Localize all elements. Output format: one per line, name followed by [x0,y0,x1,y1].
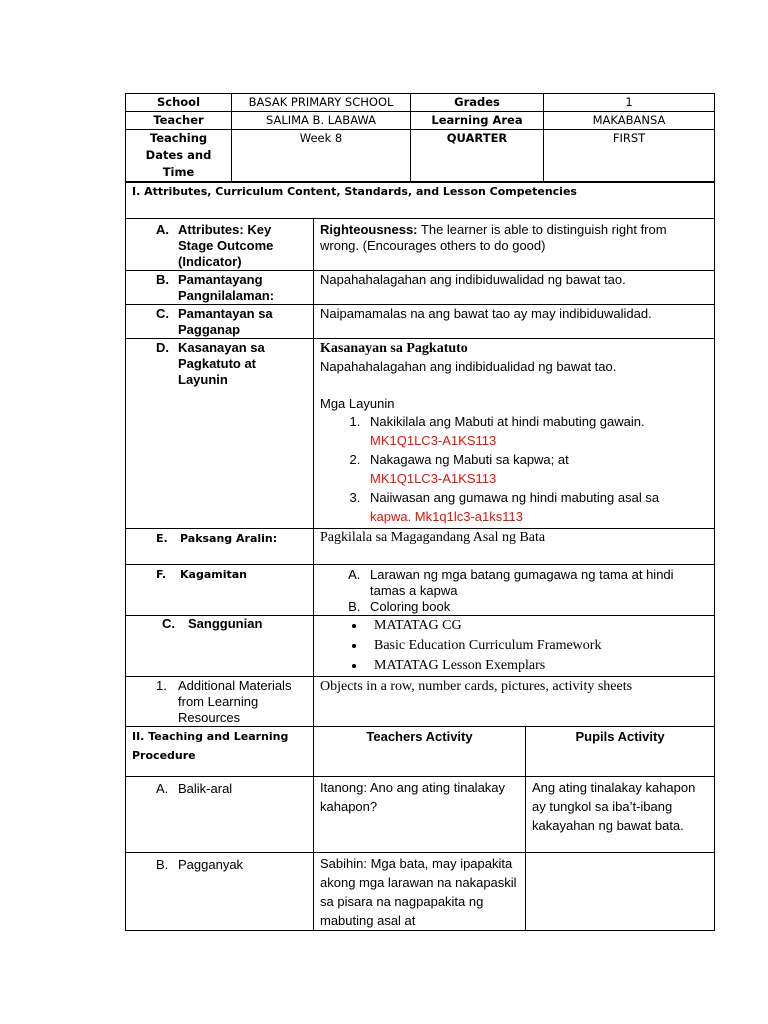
objectives-list [320,412,708,526]
objective-code: kapwa. Mk1q1lc3-a1ks113 [370,509,523,524]
pagganyak-pupil [526,853,715,931]
pagganyak-marker: B. [156,857,169,872]
balik-aral-pupil: Ang ating tinalakay kahapon ay tungkol sa iba’t-ibang kakayahan ng bawat bata. [526,777,715,853]
material-item: B. Coloring book [364,599,708,615]
row-h-value: Objects in a row, number cards, pictures, activity sheets [314,677,715,727]
pagganyak-label-cell [126,853,314,931]
teachers-activity-header: Teachers Activity [314,727,526,777]
balik-aral-marker: A. [156,781,169,796]
row-h-label: Additional Materials from Learning Resources [178,678,292,725]
grades-label: Grades [411,94,544,112]
objective-code: MK1Q1LC3-A1KS113 [370,471,497,486]
row-c-value: Naipamamalas na ang bawat tao ay may indibiduwalidad. [314,305,715,339]
quarter-value: FIRST [544,130,715,182]
competency-text: Napahahalagahan ang indibidualidad ng bawat tao. [320,359,617,374]
pagganyak-label: Pagganyak [178,857,244,872]
row-b-marker: B. [156,272,169,287]
section2-title: II. Teaching and Learning Procedure [126,727,314,777]
row-b-label: Pamantayang Pangnilalaman: [178,272,275,303]
balik-aral-label-cell [126,777,314,853]
competency-heading: Kasanayan sa Pagkatuto [320,341,468,356]
row-g-marker: C. [162,616,175,631]
balik-aral-label: Balik-aral [178,781,233,796]
reference-item: • MATATAG CG [366,616,708,636]
materials-list [320,567,708,615]
row-b-label-cell [126,271,314,305]
row-a-value: The learner is able to distinguish right from wrong. (Encourages others to do good) [320,222,667,253]
row-a-label: Attributes: Key Stage Outcome (Indicator) [178,222,274,269]
quarter-label: QUARTER [411,130,544,182]
row-f-value-cell [314,565,715,616]
objective-item: 1. Nakikilala ang Mabuti at hindi mabuting gawain. MK1Q1LC3-A1KS113 [364,412,708,450]
row-d-marker: D. [156,340,169,355]
pagganyak-teacher: Sabihin: Mga bata, may ipapakita akong mga larawan na nakapaskil sa pisara na nagpapakita ng mabuting asal at [314,853,526,931]
objectives-title: Mga Layunin [320,396,395,411]
objective-item: 3. Naiiwasan ang gumawa ng hindi mabuting asal sa kapwa. Mk1q1lc3-a1ks113 [364,488,708,526]
row-e-value: Pagkilala sa Magagandang Asal ng Bata [314,529,715,565]
school-value: BASAK PRIMARY SCHOOL [232,94,411,112]
teacher-value: SALIMA B. LABAWA [232,112,411,130]
references-list [320,616,708,676]
row-c-marker: C. [156,306,169,321]
dates-label: Teaching Dates and Time [126,130,232,182]
reference-item: • Basic Education Curriculum Framework [366,636,708,656]
objective-code: MK1Q1LC3-A1KS113 [370,433,497,448]
row-e-marker: E. [156,532,168,545]
row-f-label-cell [126,565,314,616]
learning-area-label: Learning Area [411,112,544,130]
grades-value: 1 [544,94,715,112]
row-a-value-cell [314,219,715,271]
row-h-label-cell [126,677,314,727]
dates-value: Week 8 [232,130,411,182]
learning-area-value: MAKABANSA [544,112,715,130]
section1-title: I. Attributes, Curriculum Content, Standards, and Lesson Competencies [126,183,715,219]
row-e-label-cell [126,529,314,565]
row-g-label: Sanggunian [188,616,263,631]
reference-item: • MATATAG Lesson Exemplars [366,656,708,676]
row-b-value: Napahahalagahan ang indibiduwalidad ng bawat tao. [314,271,715,305]
row-g-label-cell [126,616,314,677]
row-f-marker: F. [156,568,167,581]
row-c-label: Pamantayan sa Pagganap [178,306,273,337]
lesson-table [125,182,715,931]
material-item: A. Larawan ng mga batang gumagawa ng tama at hindi tamas a kapwa [364,567,708,599]
pupils-activity-header: Pupils Activity [526,727,715,777]
school-label: School [126,94,232,112]
row-a-label-cell [126,219,314,271]
row-c-label-cell [126,305,314,339]
row-h-marker: 1. [156,678,167,693]
row-g-value-cell [314,616,715,677]
balik-aral-teacher: Itanong: Ano ang ating tinalakay kahapon? [314,777,526,853]
row-a-value-bold: Righteousness: [320,222,418,237]
teacher-label: Teacher [126,112,232,130]
row-d-label: Kasanayan sa Pagkatuto at Layunin [178,340,265,387]
row-a-marker: A. [156,222,169,237]
row-d-label-cell [126,339,314,529]
header-table [125,93,715,182]
objective-item: 2. Nakagawa ng Mabuti sa kapwa; at MK1Q1LC3-A1KS113 [364,450,708,488]
row-e-label: Paksang Aralin: [180,532,278,545]
row-f-label: Kagamitan [180,568,247,581]
row-d-value-cell [314,339,715,529]
